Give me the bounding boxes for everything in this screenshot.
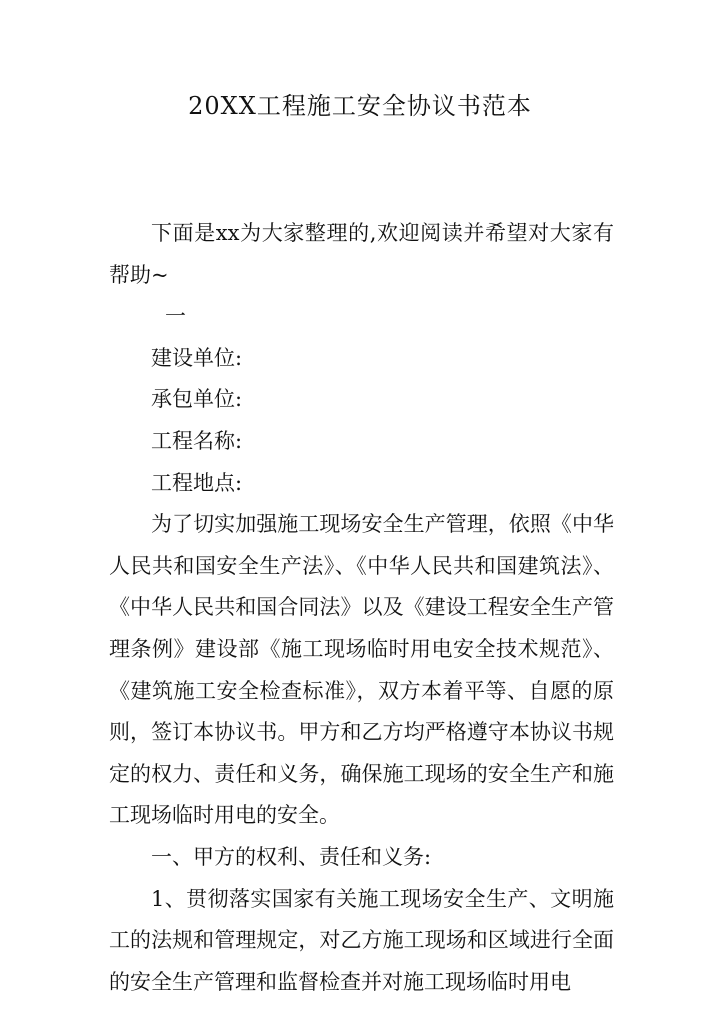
construction-unit-field: 建设单位: bbox=[151, 345, 243, 370]
party-a-heading: 一、甲方的权利、责任和义务: bbox=[151, 844, 432, 869]
intro-paragraph: 下面是xx为大家整理的,欢迎阅读并希望对大家有帮助~ bbox=[109, 221, 614, 287]
document-body bbox=[109, 213, 614, 1003]
project-location-field: 工程地点: bbox=[151, 470, 243, 495]
project-name-field: 工程名称: bbox=[151, 428, 243, 453]
contractor-unit-field: 承包单位: bbox=[151, 387, 243, 412]
section-marker: 一 bbox=[165, 304, 186, 329]
document-title: 20XX工程施工安全协议书范本 bbox=[188, 92, 532, 120]
clause-1-paragraph: 1、贯彻落实国家有关施工现场安全生产、文明施工的法规和管理规定，对乙方施工现场和区域进行全面的安全生产管理和监督检查并对施工现场临时用电 bbox=[109, 886, 614, 994]
purpose-paragraph: 为了切实加强施工现场安全生产管理，依照《中华人民共和国安全生产法》、《中华人民共和国建筑法》、《中华人民共和国合同法》以及《建设工程安全生产管理条例》建设部《施工现场临时用电安全技术规范》、《建筑施工安全检查标准》，双方本着平等、自愿的原则，签订本协议书。甲方和乙方均严格遵守本协议书规定的权力、责任和义务，确保施工现场的安全生产和施工现场临时用电的安全。 bbox=[109, 512, 614, 828]
